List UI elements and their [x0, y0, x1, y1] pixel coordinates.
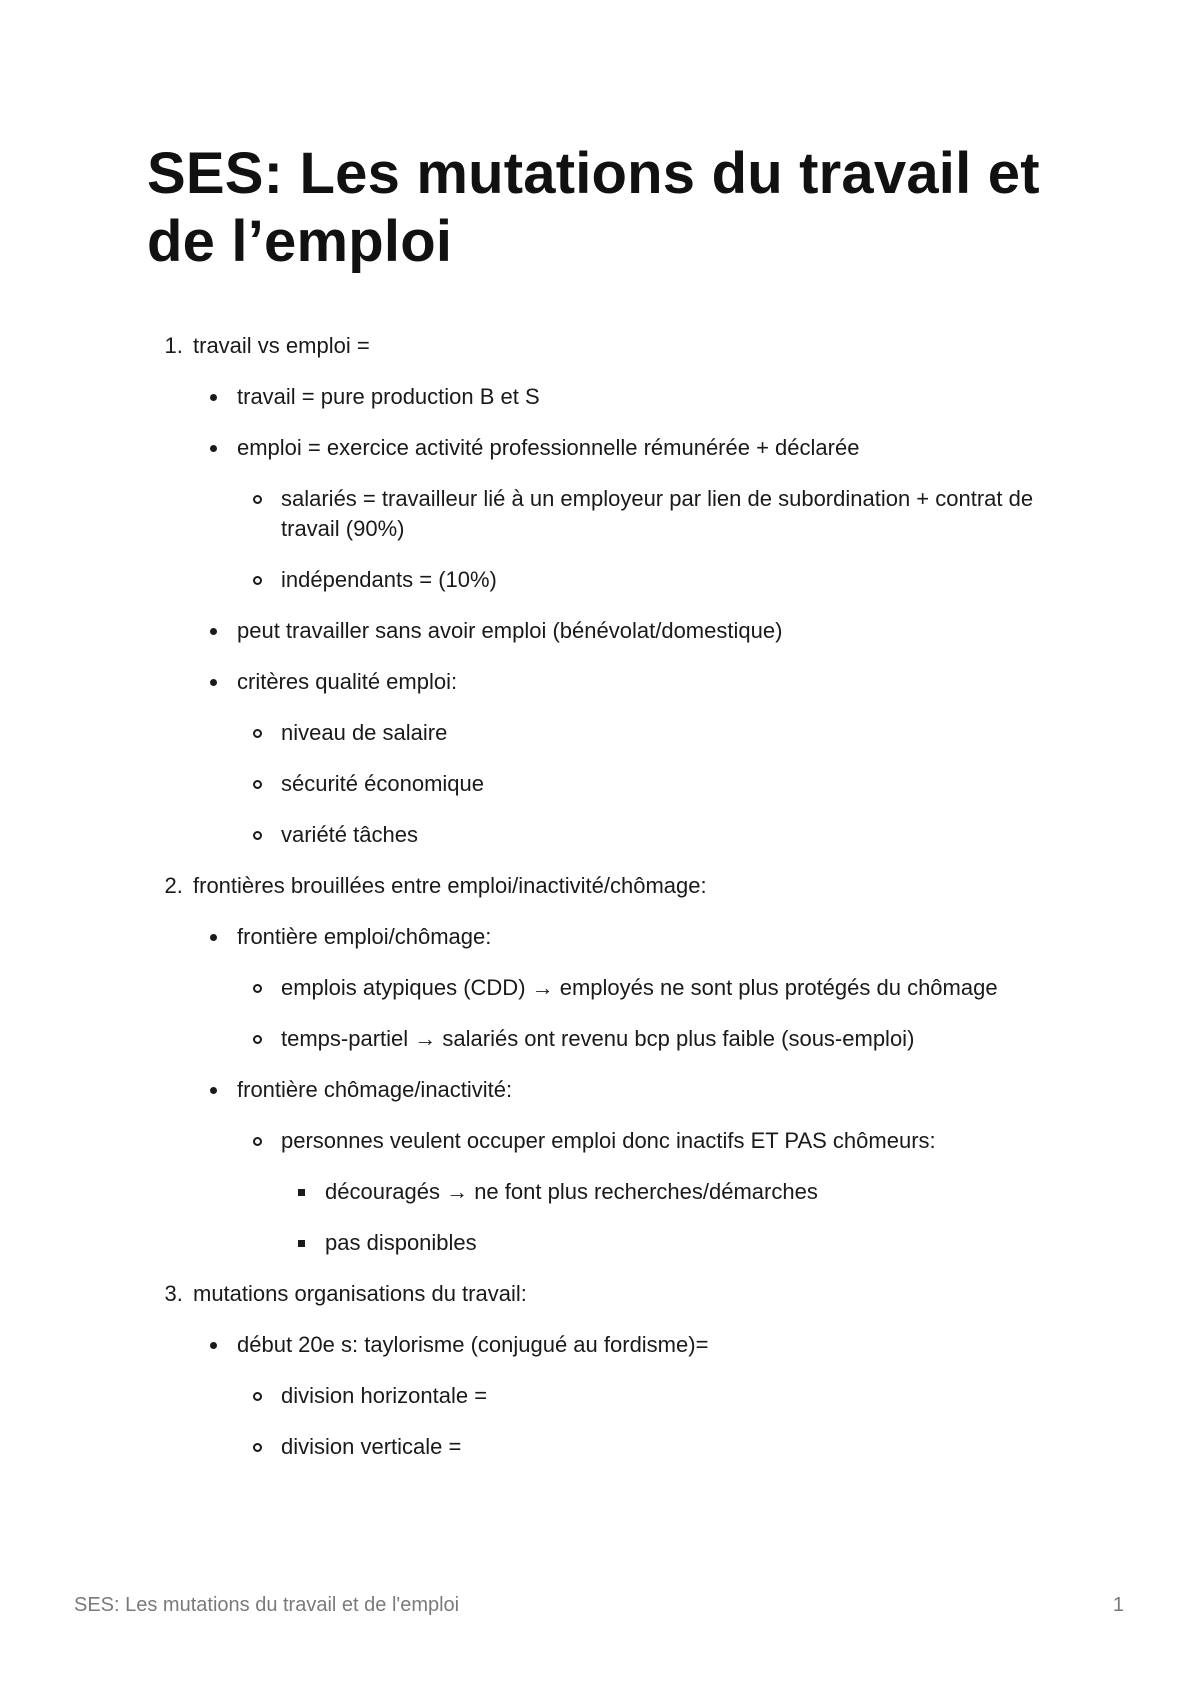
document-title: SES: Les mutations du travail et de l’emploi — [147, 141, 1040, 274]
list-item — [281, 769, 1087, 799]
list-item-text: frontière emploi/chômage: — [237, 924, 492, 949]
list-item — [281, 1126, 1087, 1258]
list-item — [237, 382, 1087, 412]
list-item-text: début 20e s: taylorisme (conjugué au fordisme)= — [237, 1332, 709, 1357]
sub-bullet-list — [281, 484, 1087, 595]
square-bullet-icon — [298, 1240, 305, 1247]
sub-bullet-list — [281, 718, 1087, 850]
bullet-list — [237, 382, 1087, 850]
list-item-text: sécurité économique — [281, 771, 485, 796]
circle-bullet-icon — [253, 780, 262, 789]
list-item — [237, 433, 1087, 595]
disc-bullet-icon — [210, 1087, 217, 1094]
section-label: frontières brouillées entre emploi/inactivité/chômage: — [193, 873, 707, 898]
list-item-text: salariés = travailleur lié à un employeur par lien de subordination + contrat de travail (90%) — [281, 486, 1034, 541]
circle-bullet-icon — [253, 984, 262, 993]
footer-title: SES: Les mutations du travail et de l'emploi — [74, 1594, 460, 1616]
list-item — [325, 1177, 1087, 1207]
section-item — [189, 871, 1087, 1258]
list-item — [237, 667, 1087, 850]
circle-bullet-icon — [253, 729, 262, 738]
circle-bullet-icon — [253, 576, 262, 585]
list-item — [325, 1228, 1087, 1258]
list-item — [237, 616, 1087, 646]
list-item-text: frontière chômage/inactivité: — [237, 1077, 513, 1102]
disc-bullet-icon — [210, 628, 217, 635]
section-label: mutations organisations du travail: — [193, 1281, 527, 1306]
sub-sub-bullet-list — [325, 1177, 1087, 1258]
list-item — [281, 1381, 1087, 1411]
disc-bullet-icon — [210, 1342, 217, 1349]
list-item — [281, 565, 1087, 595]
list-item — [281, 973, 1087, 1003]
list-item — [281, 820, 1087, 850]
list-item — [281, 484, 1087, 544]
list-item-text: division verticale = — [281, 1434, 462, 1459]
list-item-text: division horizontale = — [281, 1383, 488, 1408]
section-list — [147, 331, 1087, 1462]
section-label: travail vs emploi = — [193, 333, 370, 358]
list-item-text: découragés → ne font plus recherches/démarches — [325, 1179, 818, 1204]
circle-bullet-icon — [253, 1137, 262, 1146]
circle-bullet-icon — [253, 495, 262, 504]
section-item — [189, 1279, 1087, 1462]
list-item — [237, 922, 1087, 1054]
section-item — [189, 331, 1087, 850]
page-footer — [74, 1594, 1124, 1617]
list-item-text: emplois atypiques (CDD) → employés ne sont plus protégés du chômage — [281, 975, 998, 1000]
list-item-text: personnes veulent occuper emploi donc inactifs ET PAS chômeurs: — [281, 1128, 936, 1153]
circle-bullet-icon — [253, 1443, 262, 1452]
page-number: 1 — [1112, 1594, 1124, 1616]
list-item-text: emploi = exercice activité professionnelle rémunérée + déclarée — [237, 435, 860, 460]
disc-bullet-icon — [210, 934, 217, 941]
circle-bullet-icon — [253, 1392, 262, 1401]
list-item — [281, 718, 1087, 748]
list-item — [237, 1075, 1087, 1258]
list-item-text: travail = pure production B et S — [237, 384, 540, 409]
list-item-text: indépendants = (10%) — [281, 567, 497, 592]
list-item-text: niveau de salaire — [281, 720, 448, 745]
sub-bullet-list — [281, 973, 1087, 1054]
list-item — [281, 1432, 1087, 1462]
sub-bullet-list — [281, 1126, 1087, 1258]
square-bullet-icon — [298, 1189, 305, 1196]
circle-bullet-icon — [253, 831, 262, 840]
list-item-text: variété tâches — [281, 822, 418, 847]
list-item — [237, 1330, 1087, 1462]
disc-bullet-icon — [210, 394, 217, 401]
bullet-list — [237, 922, 1087, 1258]
circle-bullet-icon — [253, 1035, 262, 1044]
list-item-text: temps-partiel → salariés ont revenu bcp plus faible (sous-emploi) — [281, 1026, 915, 1051]
list-item-text: peut travailler sans avoir emploi (bénévolat/domestique) — [237, 618, 783, 643]
disc-bullet-icon — [210, 679, 217, 686]
list-item-text: critères qualité emploi: — [237, 669, 458, 694]
sub-bullet-list — [281, 1381, 1087, 1462]
document-page — [147, 140, 1087, 1483]
list-item — [281, 1024, 1087, 1054]
disc-bullet-icon — [210, 445, 217, 452]
bullet-list — [237, 1330, 1087, 1462]
list-item-text: pas disponibles — [325, 1230, 477, 1255]
